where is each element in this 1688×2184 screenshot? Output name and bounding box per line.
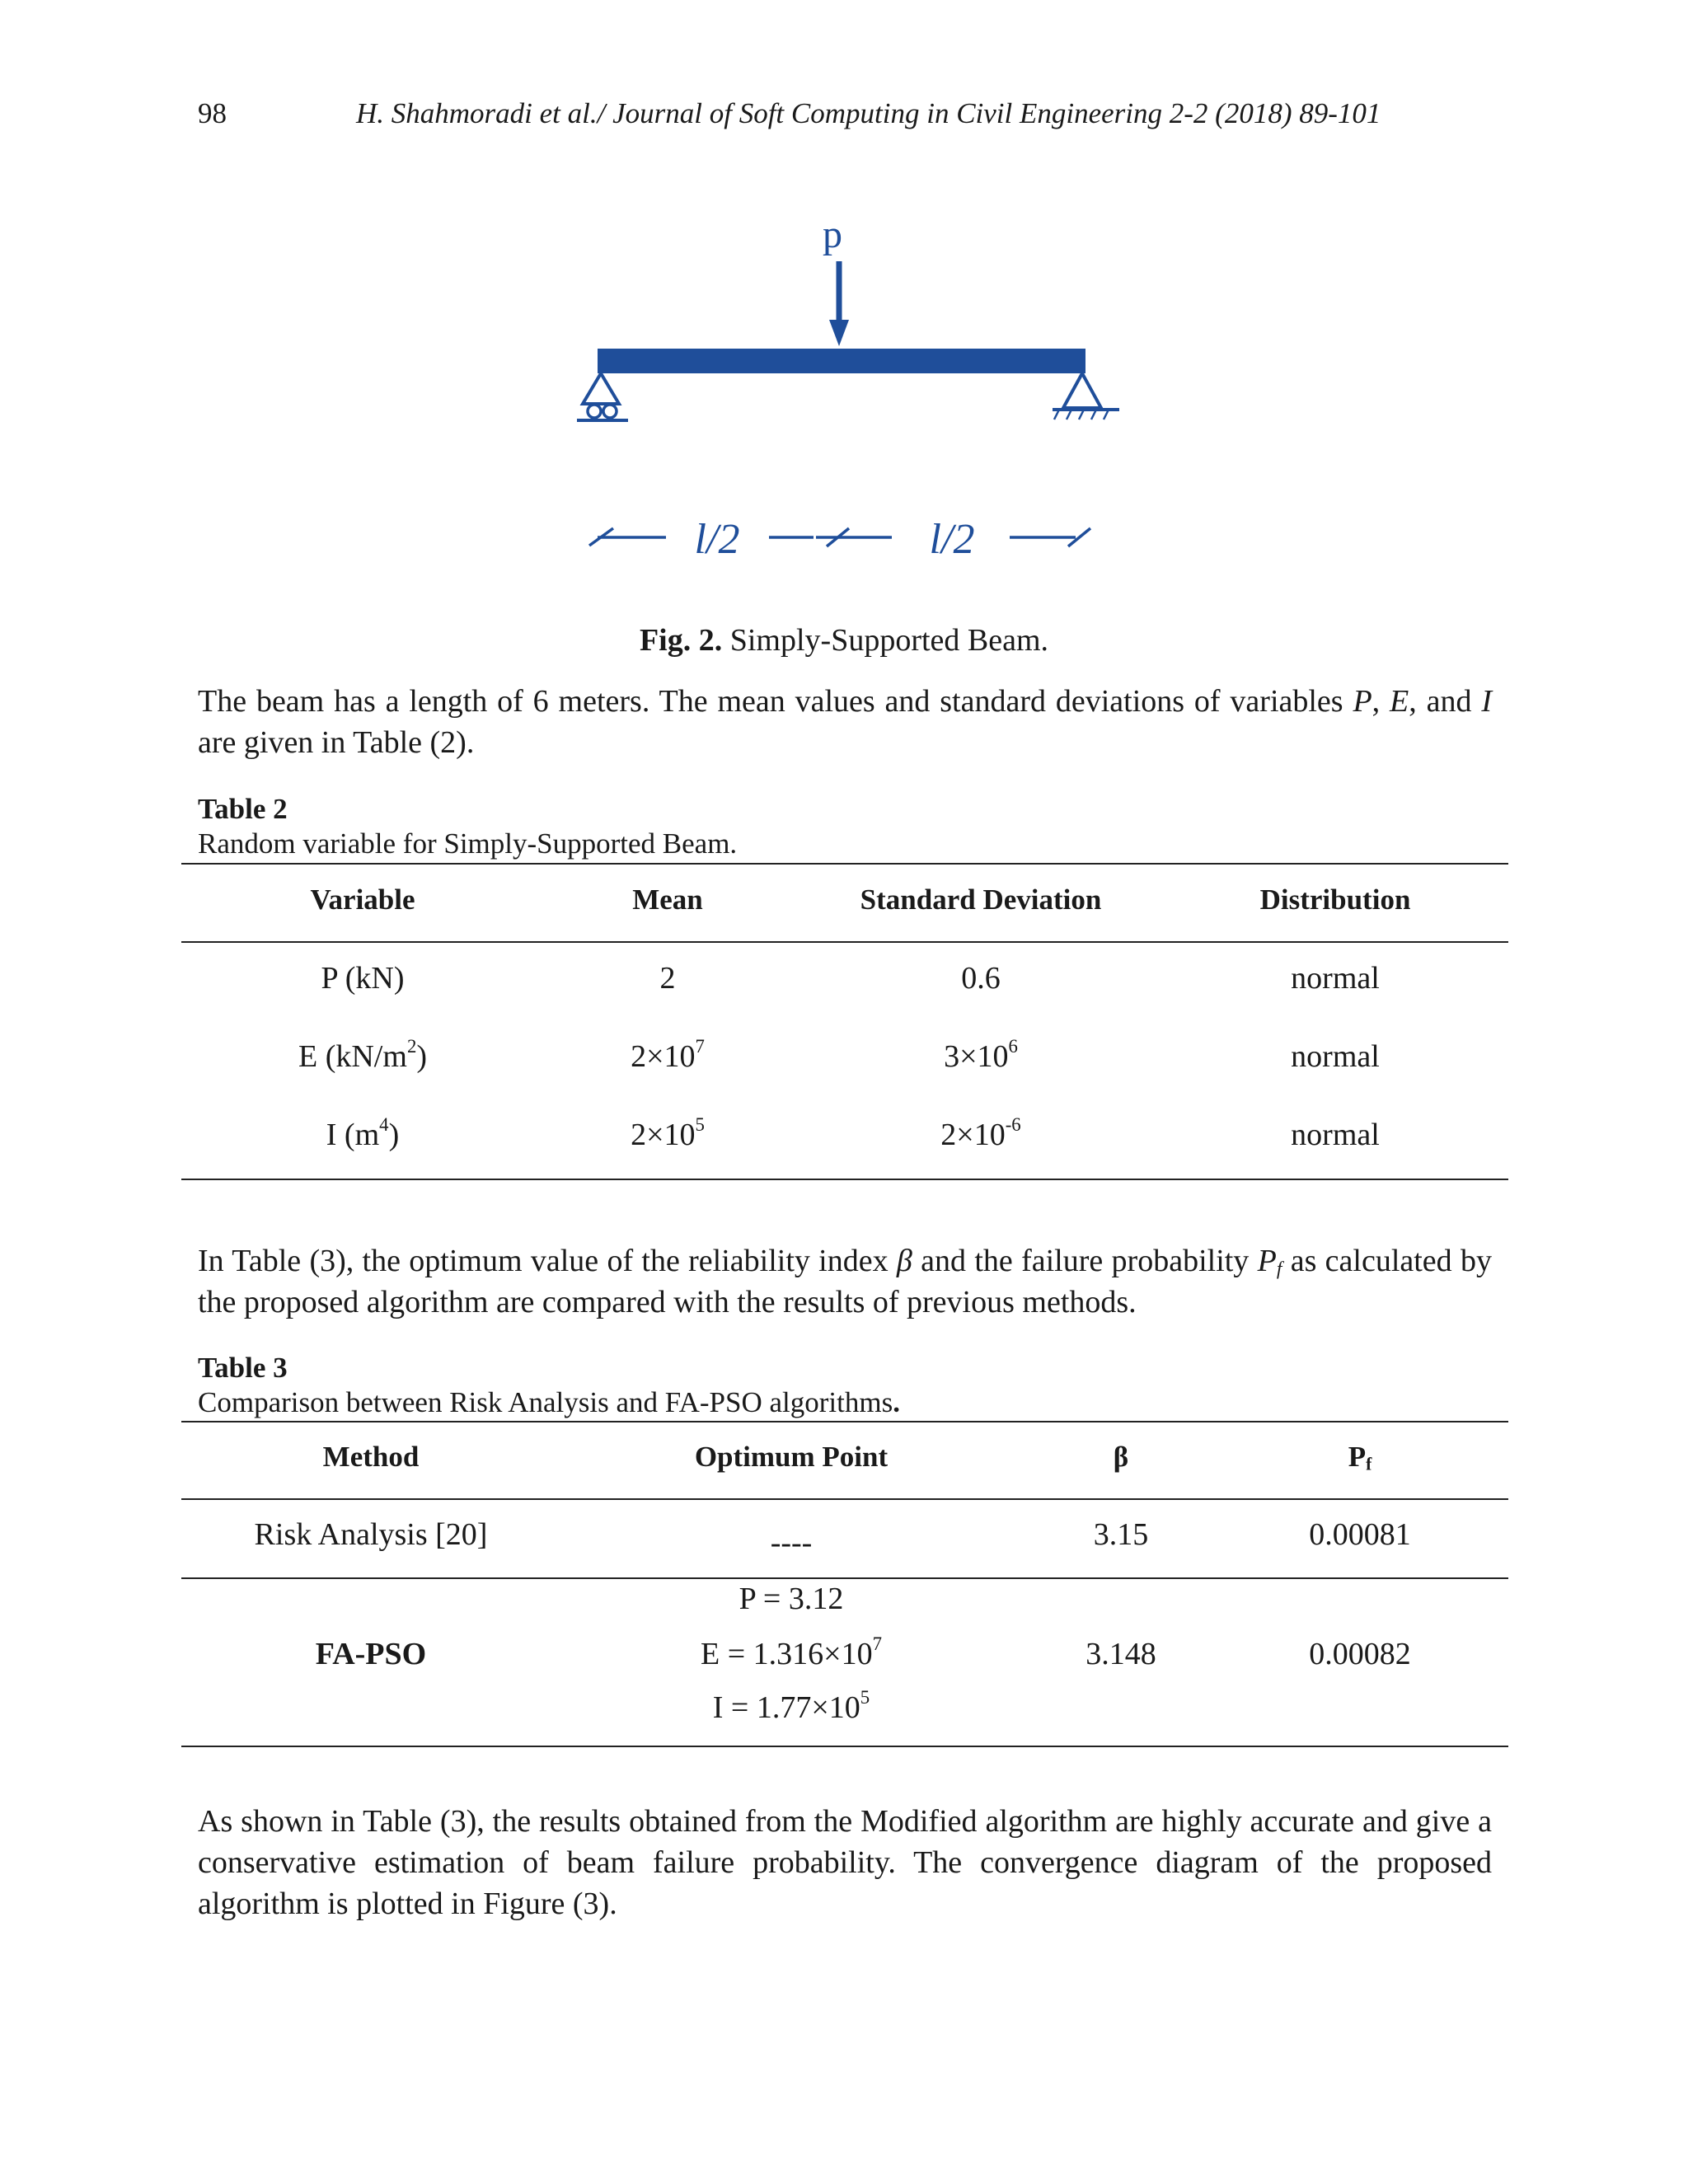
dimension-line bbox=[589, 528, 1090, 546]
paragraph-beam-description: The beam has a length of 6 meters. The mean values and standard deviations of variables P, E, and I are given in Table (2). bbox=[198, 684, 1493, 760]
load-label: p bbox=[823, 213, 842, 256]
dimension-label-left: l/2 bbox=[694, 516, 740, 563]
roller-wheel-right bbox=[603, 405, 617, 418]
table3-row-rule bbox=[181, 1577, 1508, 1579]
table3-cell-optimum: ---- bbox=[770, 1526, 813, 1560]
table2-header-sd: Standard Deviation bbox=[860, 883, 1102, 916]
figure-caption bbox=[0, 622, 1688, 658]
paragraph-conclusion: As shown in Table (3), the results obtained from the Modified algorithm are highly accurate and give a conservative estimation of beam failure probability. The convergence diagram of the proposed algorithm is plotted in Figure (3). bbox=[198, 1804, 1492, 1921]
roller-wheel-left bbox=[588, 405, 601, 418]
table3-cell-beta: 3.148 bbox=[1085, 1637, 1156, 1671]
table3-cell-pf: 0.00081 bbox=[1309, 1517, 1411, 1552]
table2-cell-distribution: normal bbox=[1291, 1118, 1380, 1152]
table3-header-method: Method bbox=[322, 1441, 420, 1473]
table2-cell-variable: E $(kN/m^2)$ bbox=[298, 1035, 427, 1074]
roller-support bbox=[583, 373, 619, 404]
table2-title: Random variable for Simply-Supported Beam. bbox=[198, 827, 738, 860]
table2-cell-variable: I $(m^4)$ bbox=[326, 1113, 400, 1152]
table3-cell-pf: 0.00082 bbox=[1309, 1637, 1411, 1671]
dimension-label-right: l/2 bbox=[929, 516, 975, 563]
table3-cell-optimum-e: $E = 1.316\times 10^7$ bbox=[701, 1633, 882, 1671]
table2-header-rule bbox=[181, 941, 1508, 943]
table3-label: Table 3 bbox=[198, 1352, 288, 1384]
table3-title: Comparison between Risk Analysis and FA-PSO algorithms. bbox=[198, 1386, 900, 1418]
table2-bottom-rule bbox=[181, 1179, 1508, 1180]
beam-diagram bbox=[560, 210, 1137, 581]
table3-cell-method: Risk Analysis [20] bbox=[254, 1517, 488, 1552]
table2-cell-sd: $2\times 10^{-6}$ bbox=[940, 1113, 1021, 1152]
table3-cell-beta: 3.15 bbox=[1093, 1517, 1149, 1552]
table3-header-beta: β bbox=[1113, 1441, 1129, 1473]
table3-top-rule bbox=[181, 1421, 1508, 1422]
figure-caption-label: Fig. 2. bbox=[639, 623, 723, 658]
table2-cell-sd: $3\times 10^6$ bbox=[944, 1035, 1018, 1074]
figure-caption-text: Simply-Supported Beam. bbox=[729, 623, 1049, 658]
table3-header-rule bbox=[181, 1498, 1508, 1500]
paragraph-table3-intro: In Table (3), the optimum value of the reliability index β and the failure probability $P_f$ as calculated by the proposed algorithm are compared with the results of previous methods. bbox=[198, 1244, 1492, 1319]
table2-cell-variable: P (kN) bbox=[321, 961, 405, 996]
table2-cell-mean: $2\times 10^7$ bbox=[631, 1035, 705, 1074]
page-number: 98 bbox=[198, 97, 227, 129]
table2-cell-mean: 2 bbox=[659, 961, 676, 996]
table3-header-pf: $P_f$ bbox=[1348, 1441, 1372, 1474]
table3-cell-optimum-p: P = 3.12 bbox=[738, 1582, 844, 1616]
table3-cell-optimum-i: $I = 1.77\times 10^5$ bbox=[712, 1686, 870, 1725]
table2-cell-sd: 0.6 bbox=[961, 961, 1001, 996]
table2-cell-distribution: normal bbox=[1291, 1039, 1380, 1074]
beam-figure bbox=[560, 210, 1137, 581]
table2-cell-distribution: normal bbox=[1291, 961, 1380, 996]
load-arrow-head bbox=[829, 320, 849, 346]
beam bbox=[598, 349, 1085, 373]
table3-header-optimum: Optimum Point bbox=[694, 1441, 889, 1473]
table2-label: Table 2 bbox=[198, 793, 288, 825]
table2-cell-mean: $2\times 10^5$ bbox=[631, 1113, 705, 1152]
table2-top-rule bbox=[181, 863, 1508, 865]
table2-header-distribution: Distribution bbox=[1259, 883, 1411, 916]
table3-bottom-rule bbox=[181, 1746, 1508, 1747]
pin-support bbox=[1063, 373, 1101, 408]
table3-cell-method: FA-PSO bbox=[315, 1637, 427, 1671]
table2-header-mean: Mean bbox=[632, 883, 703, 916]
table2-header-variable: Variable bbox=[310, 883, 415, 916]
journal-citation: H. Shahmoradi et al./ Journal of Soft Computing in Civil Engineering 2-2 (2018) 89-101 bbox=[356, 97, 1381, 129]
